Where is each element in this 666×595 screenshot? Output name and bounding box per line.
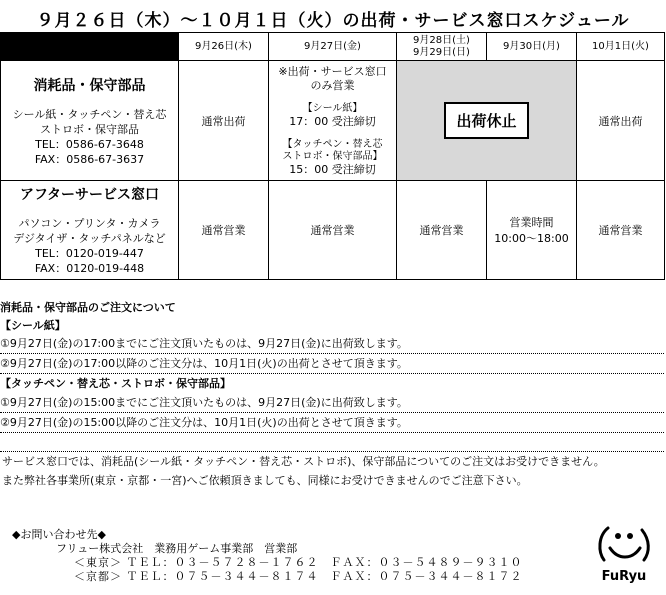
- cell-30-service: [487, 181, 577, 280]
- dept-tel: TEL：0586-67-3648: [35, 137, 144, 151]
- dept-fax: FAX：0120-019-448: [34, 262, 145, 275]
- header-sep26: 9月26日(木): [179, 33, 269, 61]
- header-sep30: 9月30日(月): [487, 33, 577, 61]
- hours-label: 営業時間: [509, 216, 554, 229]
- cell-27-consumables: [269, 61, 397, 181]
- header-sep28-29: [397, 33, 487, 61]
- furyu-smile-icon: [594, 522, 654, 588]
- touch-note-2: ②9月27日(金)の15:00以降のご注文分は、10月1日(火)の出荷とさせて頂きます。: [0, 413, 664, 433]
- note-text: 【シール紙】: [302, 102, 363, 114]
- cell-27-service: 通常営業: [269, 181, 397, 280]
- note-text: 【タッチペン・替え芯: [282, 138, 383, 150]
- page-title: ９月２６日（木）～１０月１日（火）の出荷・サービス窓口スケジュール: [36, 11, 630, 31]
- header-row: [1, 33, 665, 61]
- service-note-1: サービス窓口では、消耗品(シール紙・タッチペン・替え芯・ストロボ)、保守部品についてのご注文はお受けできません。: [2, 455, 605, 468]
- note-text: のみ営業: [310, 78, 355, 92]
- cell-oct1-service: 通常営業: [577, 181, 665, 280]
- cell-26-consumables: 通常出荷: [179, 61, 269, 181]
- contact-tokyo: ＜東京＞ ＴＥＬ：０３－５７２８－１７６２ ＦＡＸ：０３－５４８９－９３１０: [74, 556, 523, 569]
- table-row: [1, 181, 665, 280]
- schedule-table: [0, 32, 665, 280]
- contact-heading: ◆お問い合わせ先◆: [12, 528, 106, 541]
- contact-block: [12, 528, 523, 584]
- touch-heading: 【タッチペン・替え芯・ストロボ・保守部品】: [0, 377, 231, 390]
- closed-badge: 出荷休止: [444, 102, 528, 139]
- order-notes: [0, 298, 664, 433]
- seal-note-2: ②9月27日(金)の17:00以降のご注文分は、10月1日(火)の出荷とさせて頂きます。: [0, 354, 664, 374]
- note-text: ストロボ・保守部品】: [282, 150, 383, 162]
- service-notes: [0, 451, 664, 490]
- seal-heading: 【シール紙】: [0, 319, 66, 332]
- cell-26-service: 通常営業: [179, 181, 269, 280]
- cell-28-service: 通常営業: [397, 181, 487, 280]
- logo-text: FuRyu: [601, 569, 647, 584]
- header-blank-cell: [1, 33, 179, 61]
- furyu-logo: [594, 522, 654, 588]
- contact-kyoto: ＜京都＞ ＴＥＬ：０７５－３４４－８１７４ ＦＡＸ：０７５－３４４－８１７２: [74, 570, 523, 583]
- note-text: ※出荷・サービス窓口: [278, 64, 387, 78]
- table-row: [1, 61, 665, 181]
- header-oct1: 10月1日(火): [577, 33, 665, 61]
- dept-cell-consumables: [1, 61, 179, 181]
- header-sep27: 9月27日(金): [269, 33, 397, 61]
- note-text: 15：00 受注締切: [289, 162, 376, 176]
- service-note-2: また弊社各事業所(東京・京都・一宮)へご依頼頂きましても、同様にお受けできませんのでご注意下さい。: [2, 474, 528, 487]
- dept-fax: FAX：0586-67-3637: [34, 152, 145, 166]
- closed-cell: [397, 61, 577, 181]
- dept-desc: デジタイザ・タッチパネルなど: [13, 232, 166, 245]
- header-sep28: 9月28日(土): [413, 34, 470, 46]
- dept-name: アフターサービス窓口: [19, 187, 160, 203]
- seal-note-1: ①9月27日(金)の17:00までにご注文頂いたものは、9月27日(金)に出荷致します。: [0, 334, 664, 354]
- dept-desc: ストロボ・保守部品: [40, 122, 139, 136]
- dept-tel: TEL：0120-019-447: [35, 247, 144, 260]
- header-sep29: 9月29日(日): [413, 46, 470, 58]
- dept-desc: パソコン・プリンタ・カメラ: [18, 217, 161, 230]
- note-text: 17：00 受注締切: [289, 114, 376, 128]
- dept-desc: シール紙・タッチペン・替え芯: [12, 107, 167, 121]
- cell-oct1-consumables: 通常出荷: [577, 61, 665, 181]
- dept-name: 消耗品・保守部品: [33, 77, 146, 94]
- dept-cell-after-service: [1, 181, 179, 280]
- contact-company: フリュー株式会社 業務用ゲーム事業部 営業部: [56, 542, 298, 555]
- hours-value: 10:00～18:00: [494, 232, 569, 245]
- notes-heading: 消耗品・保守部品のご注文について: [0, 301, 176, 314]
- touch-note-1: ①9月27日(金)の15:00までにご注文頂いたものは、9月27日(金)に出荷致します。: [0, 393, 664, 413]
